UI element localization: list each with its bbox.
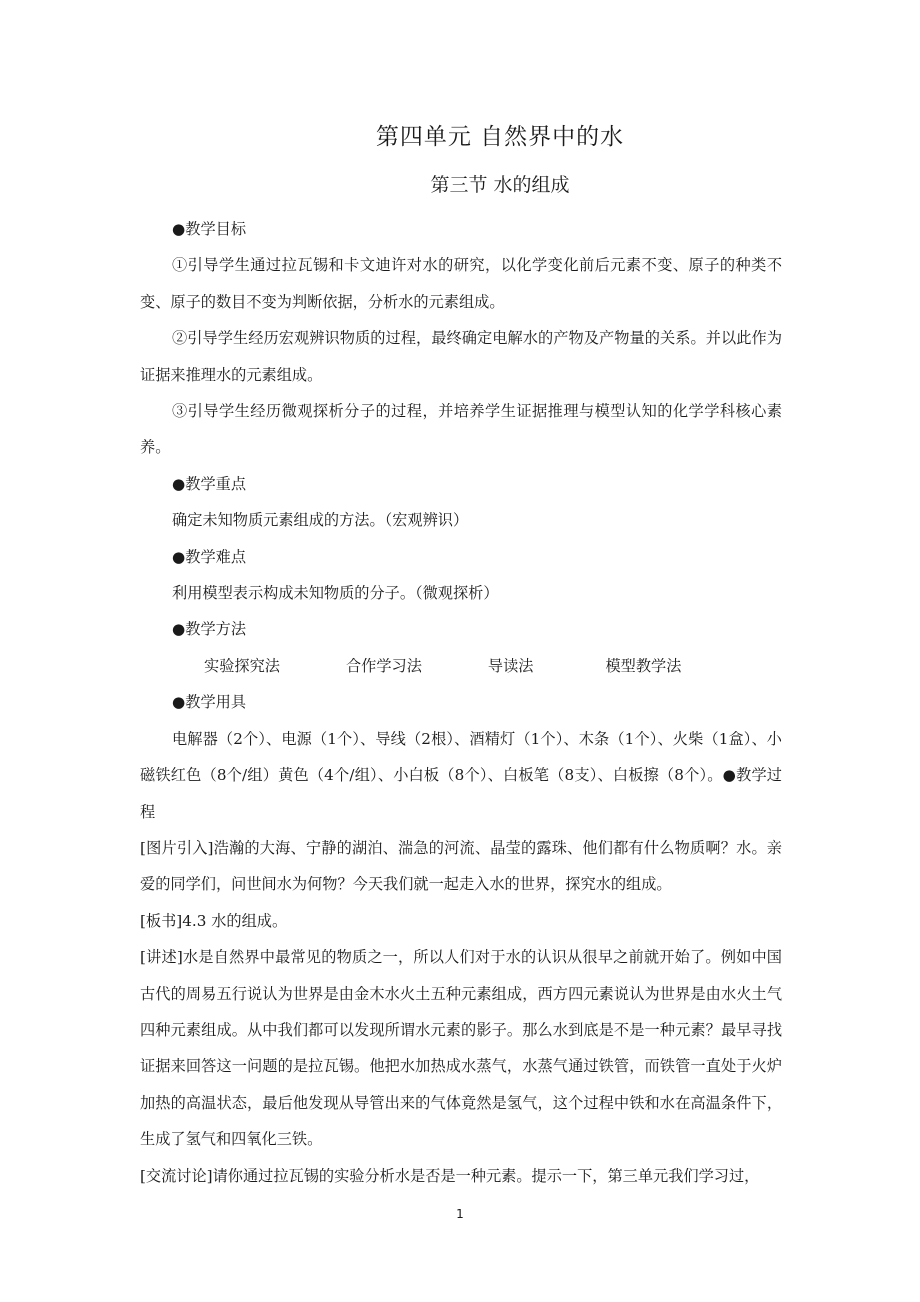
method-item: 导读法 (487, 656, 534, 675)
tools-heading: ●教学用具 (172, 693, 247, 712)
intro-paragraph: [图片引入]浩瀚的大海、宁静的湖泊、湍急的河流、晶莹的露珠、他们都有什么物质啊？水。亲爱的同学们，问世间水为何物？今天我们就一起走入水的世界，探究水的组成。 (140, 838, 782, 894)
goal-1: ①引导学生通过拉瓦锡和卡文迪许对水的研究，以化学变化前后元素不变、原子的种类不变、原子的数目不变为判断依据，分析水的元素组成。 (140, 256, 782, 311)
method-heading: ●教学方法 (172, 620, 247, 639)
document-title: 第四单元 自然界中的水 (375, 124, 625, 150)
discussion-paragraph: [交流讨论]请你通过拉瓦锡的实验分析水是否是一种元素。提示一下，第三单元我们学习过， (140, 1166, 760, 1185)
key-points-text: 确定未知物质元素组成的方法。（宏观辨识） (172, 511, 469, 530)
document-subtitle: 第三节 水的组成 (430, 174, 570, 196)
difficulty-text: 利用模型表示构成未知物质的分子。（微观探析） (172, 584, 499, 603)
method-item: 实验探究法 (204, 656, 280, 675)
key-points-heading: ●教学重点 (172, 474, 247, 493)
goal-3: ③引导学生经历微观探析分子的过程，并培养学生证据推理与模型认知的化学学科核心素养。 (140, 402, 782, 457)
board-paragraph: [板书]4.3 水的组成。 (140, 911, 288, 930)
lecture-paragraph: [讲述]水是自然界中最常见的物质之一，所以人们对于水的认识从很早之前就开始了。例如中国古代的周易五行说认为世界是由金木水火土五种元素组成，西方四元素说认为世界是由水火土气四种元素组成。从中我们都可以发现所谓水元素的影子。那么水到底是不是一种元素？最早寻找证据来回答这一问题的是拉瓦锡。他把水加热成水蒸气，水蒸气通过铁管，而铁管一直处于火炉加热的高温状态，最后他发现从导管出来的气体竟然是氢气，这个过程中铁和水在高温条件下，生成了氢气和四氧化三铁。 (140, 948, 782, 1149)
page-number: 1 (456, 1207, 464, 1221)
goal-2: ②引导学生经历宏观辨识物质的过程，最终确定电解水的产物及产物量的关系。并以此作为证据来推理水的元素组成。 (140, 329, 782, 384)
method-item: 模型教学法 (605, 656, 682, 675)
document-body (140, 211, 782, 1194)
method-list (140, 648, 782, 684)
method-item: 合作学习法 (345, 656, 422, 675)
goals-heading: ●教学目标 (172, 220, 247, 238)
difficulty-heading: ●教学难点 (172, 547, 247, 566)
tools-text: 电解器（2个）、电源（1个）、导线（2根）、酒精灯（1个）、木条（1个）、火柴（1盒）、小磁铁红色（8个/组）黄色（4个/组）、小白板（8个）、白板笔（8支）、白板擦（8个）。●教学过程 (140, 729, 782, 821)
